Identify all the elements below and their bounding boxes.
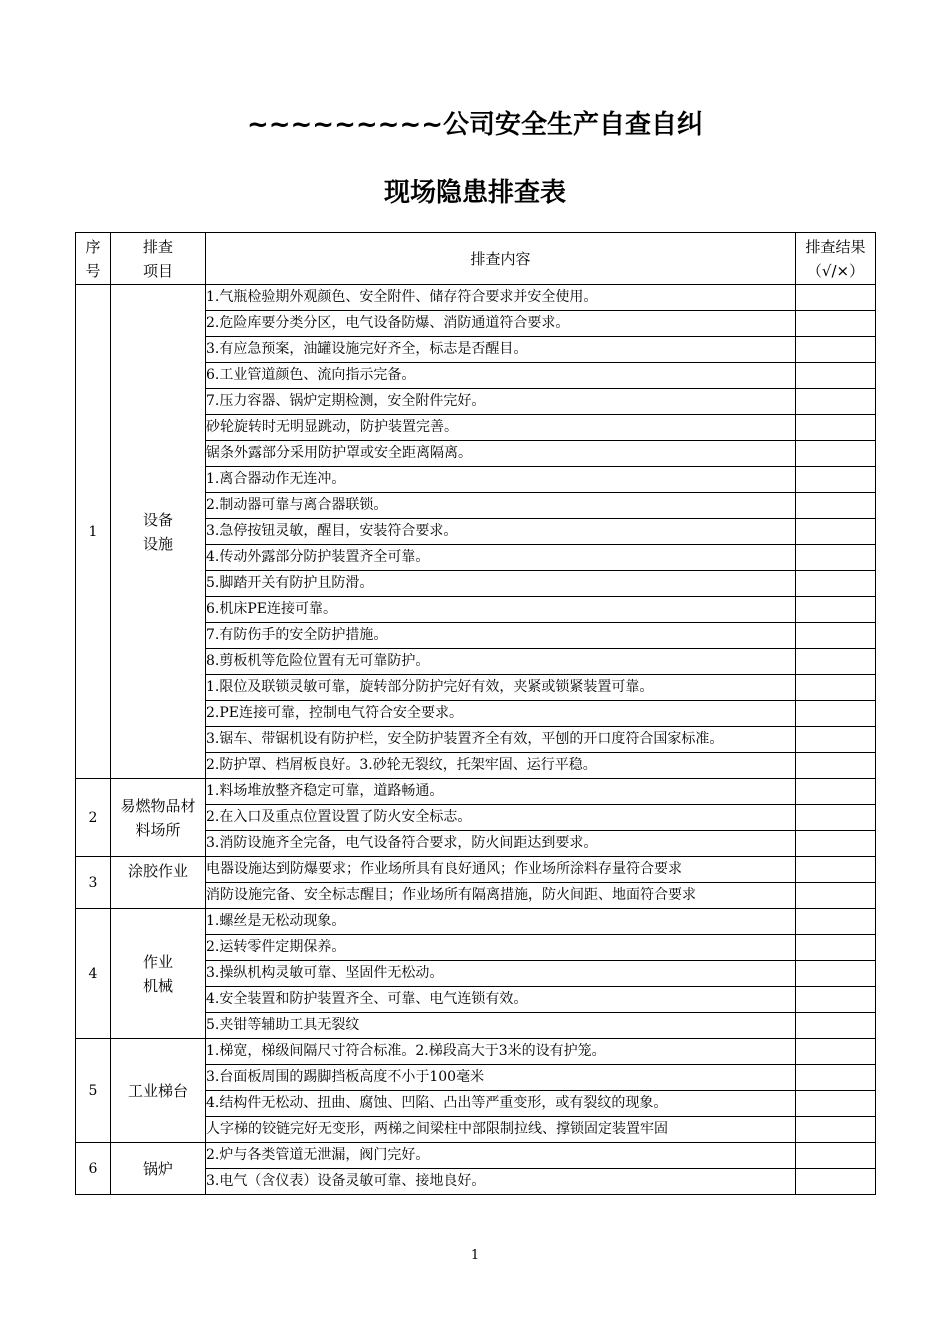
result-cell[interactable] (796, 675, 876, 701)
table-row (76, 857, 876, 883)
result-cell[interactable] (796, 415, 876, 441)
row-content: 4.结构件无松动、扭曲、腐蚀、凹陷、凸出等严重变形，或有裂纹的现象。 (206, 1091, 796, 1117)
document-title-line2: 现场隐患排查表 (383, 178, 566, 208)
row-content: 3.锯车、带锯机设有防护栏，安全防护装置齐全有效，平刨的开口度符合国家标准。 (206, 727, 796, 753)
result-cell[interactable] (796, 1117, 876, 1143)
row-content: 1.离合器动作无连冲。 (206, 467, 796, 493)
row-content: 2.炉与各类管道无泄漏，阀门完好。 (206, 1143, 796, 1169)
row-content: 3.急停按钮灵敏，醒目，安装符合要求。 (206, 519, 796, 545)
row-content: 1.气瓶检验期外观颜色、安全附件、储存符合要求并安全使用。 (206, 285, 796, 311)
result-cell[interactable] (796, 1039, 876, 1065)
result-cell[interactable] (796, 1091, 876, 1117)
row-content: 6.机床PE连接可靠。 (206, 597, 796, 623)
row-content: 1.料场堆放整齐稳定可靠，道路畅通。 (206, 779, 796, 805)
row-content: 2.危险库要分类分区，电气设备防爆、消防通道符合要求。 (206, 311, 796, 337)
table-row (76, 285, 876, 311)
table-row (76, 1039, 876, 1065)
result-cell[interactable] (796, 831, 876, 857)
row-category: 作业机械 (111, 909, 206, 1039)
row-category: 锅炉 (111, 1143, 206, 1195)
result-cell[interactable] (796, 389, 876, 415)
row-number: 6 (76, 1143, 111, 1195)
result-cell[interactable] (796, 753, 876, 779)
result-cell[interactable] (796, 337, 876, 363)
table-row (76, 779, 876, 805)
result-cell[interactable] (796, 779, 876, 805)
result-cell[interactable] (796, 467, 876, 493)
result-cell[interactable] (796, 935, 876, 961)
header-result: 排查结果（√/×） (796, 233, 876, 285)
row-content: 1.限位及联锁灵敏可靠，旋转部分防护完好有效，夹紧或锁紧装置可靠。 (206, 675, 796, 701)
result-cell[interactable] (796, 1143, 876, 1169)
row-content: 4.安全装置和防护装置齐全、可靠、电气连锁有效。 (206, 987, 796, 1013)
header-item: 排查项目 (111, 233, 206, 285)
row-content: 8.剪板机等危险位置有无可靠防护。 (206, 649, 796, 675)
table-row (76, 909, 876, 935)
result-cell[interactable] (796, 909, 876, 935)
result-cell[interactable] (796, 623, 876, 649)
row-content: 1.螺丝是无松动现象。 (206, 909, 796, 935)
row-content: 4.传动外露部分防护装置齐全可靠。 (206, 545, 796, 571)
row-content: 3.台面板周围的踢脚挡板高度不小于100毫米 (206, 1065, 796, 1091)
row-content: 3.消防设施齐全完备，电气设备符合要求，防火间距达到要求。 (206, 831, 796, 857)
row-content: 3.有应急预案，油罐设施完好齐全，标志是否醒目。 (206, 337, 796, 363)
result-cell[interactable] (796, 285, 876, 311)
row-number: 4 (76, 909, 111, 1039)
header-content: 排查内容 (206, 233, 796, 285)
row-content: 7.有防伤手的安全防护措施。 (206, 623, 796, 649)
result-cell[interactable] (796, 961, 876, 987)
result-cell[interactable] (796, 571, 876, 597)
row-content: 消防设施完备、安全标志醒目；作业场所有隔离措施，防火间距、地面符合要求 (206, 883, 796, 909)
result-cell[interactable] (796, 363, 876, 389)
result-cell[interactable] (796, 493, 876, 519)
inspection-table (75, 232, 876, 1195)
result-cell[interactable] (796, 883, 876, 909)
page-number: 1 (470, 1248, 480, 1263)
table-body (76, 285, 876, 1195)
result-cell[interactable] (796, 805, 876, 831)
table-row (76, 1143, 876, 1169)
row-category: 涂胶作业 (111, 857, 206, 909)
row-category: 设备设施 (111, 285, 206, 779)
result-cell[interactable] (796, 857, 876, 883)
result-cell[interactable] (796, 311, 876, 337)
row-content: 5.夹钳等辅助工具无裂纹 (206, 1013, 796, 1039)
row-content: 2.运转零件定期保养。 (206, 935, 796, 961)
row-content: 人字梯的铰链完好无变形，两梯之间梁柱中部限制拉线、撑锁固定装置牢固 (206, 1117, 796, 1143)
result-cell[interactable] (796, 545, 876, 571)
result-cell[interactable] (796, 1169, 876, 1195)
row-number: 3 (76, 857, 111, 909)
row-category: 工业梯台 (111, 1039, 206, 1143)
row-content: 2.PE连接可靠，控制电气符合安全要求。 (206, 701, 796, 727)
result-cell[interactable] (796, 441, 876, 467)
row-content: 3.电气（含仪表）设备灵敏可靠、接地良好。 (206, 1169, 796, 1195)
row-category: 易燃物品材料场所 (111, 779, 206, 857)
row-content: 7.压力容器、锅炉定期检测，安全附件完好。 (206, 389, 796, 415)
result-cell[interactable] (796, 701, 876, 727)
row-content: 电器设施达到防爆要求；作业场所具有良好通风；作业场所涂料存量符合要求 (206, 857, 796, 883)
result-cell[interactable] (796, 1013, 876, 1039)
row-content: 5.脚踏开关有防护且防滑。 (206, 571, 796, 597)
row-content: 2.在入口及重点位置设置了防火安全标志。 (206, 805, 796, 831)
result-cell[interactable] (796, 727, 876, 753)
row-content: 2.防护罩、档屑板良好。3.砂轮无裂纹，托架牢固、运行平稳。 (206, 753, 796, 779)
row-content: 锯条外露部分采用防护罩或安全距离隔离。 (206, 441, 796, 467)
row-content: 6.工业管道颜色、流向指示完备。 (206, 363, 796, 389)
table-header-row (76, 233, 876, 285)
header-seq: 序号 (76, 233, 111, 285)
row-number: 2 (76, 779, 111, 857)
result-cell[interactable] (796, 987, 876, 1013)
result-cell[interactable] (796, 649, 876, 675)
row-content: 砂轮旋转时无明显跳动，防护装置完善。 (206, 415, 796, 441)
row-number: 5 (76, 1039, 111, 1143)
result-cell[interactable] (796, 1065, 876, 1091)
row-content: 1.梯宽，梯级间隔尺寸符合标准。2.梯段高大于3米的设有护笼。 (206, 1039, 796, 1065)
result-cell[interactable] (796, 519, 876, 545)
row-content: 3.操纵机构灵敏可靠、坚固件无松动。 (206, 961, 796, 987)
row-number: 1 (76, 285, 111, 779)
row-content: 2.制动器可靠与离合器联锁。 (206, 493, 796, 519)
result-cell[interactable] (796, 597, 876, 623)
document-title-line1: ~~~~~~~~~公司安全生产自查自纠 (246, 110, 704, 140)
